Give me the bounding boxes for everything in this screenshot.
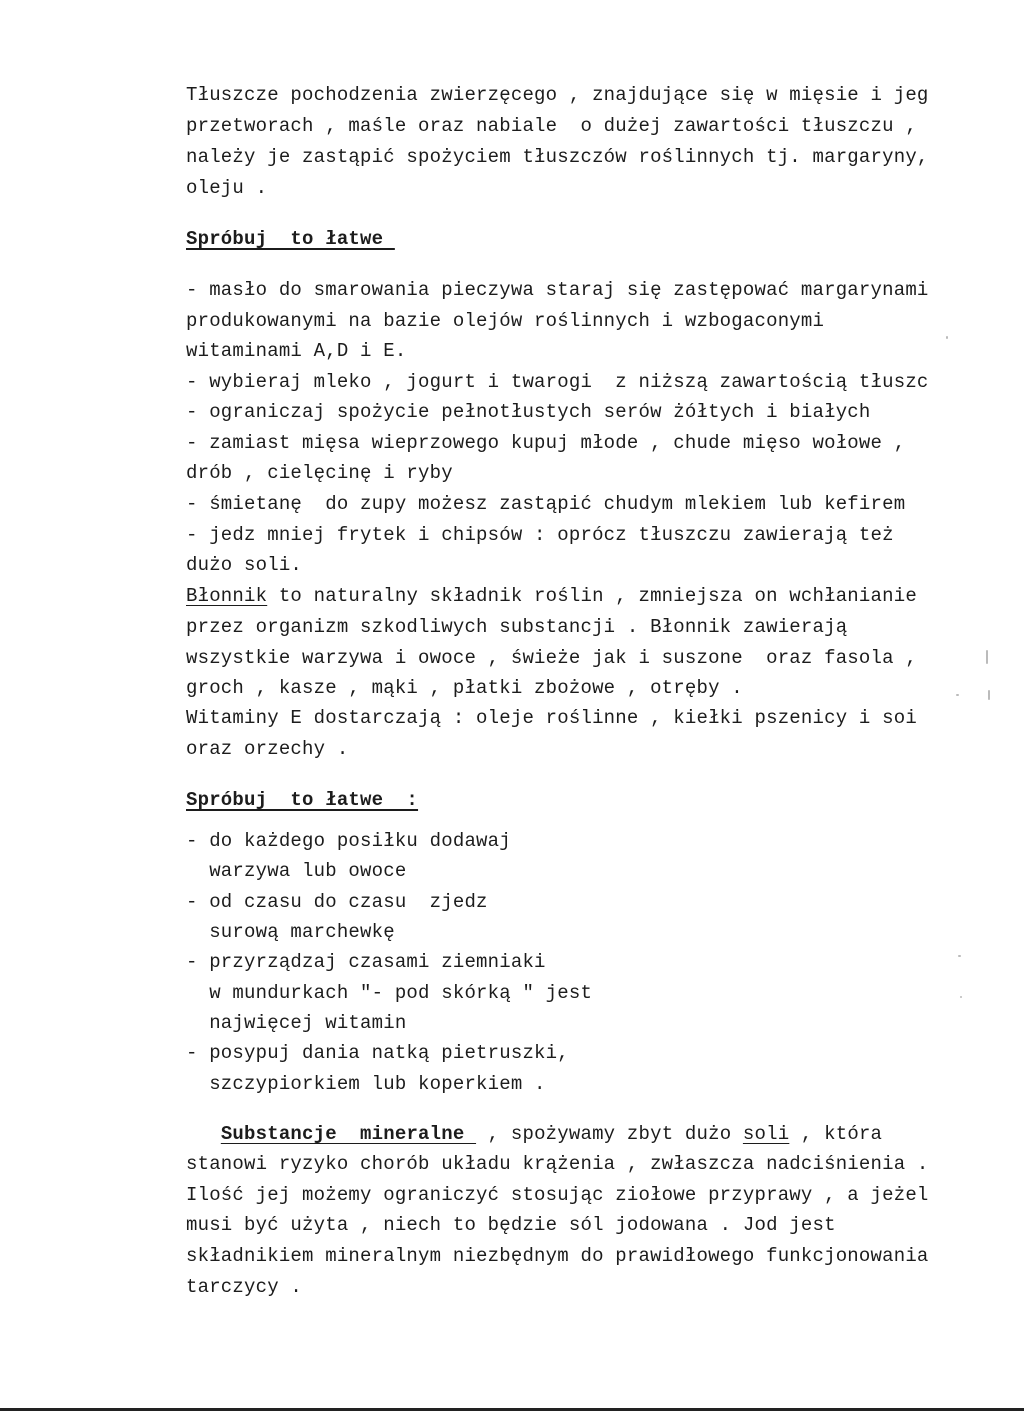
minerals-mid: , spożywamy zbyt dużo bbox=[476, 1123, 743, 1145]
list-item: - zamiast mięsa wieprzowego kupuj młode , chude mięso wołowe , bbox=[186, 432, 906, 454]
paragraph-line: Witaminy E dostarczają : oleje roślinne , kiełki pszenicy i soi bbox=[186, 707, 917, 729]
minerals-term: Substancje mineralne bbox=[220, 1123, 477, 1145]
list-item: drób , cielęcinę i ryby bbox=[186, 462, 453, 484]
paragraph-line: tarczycy . bbox=[186, 1276, 303, 1298]
list-item: w mundurkach "- pod skórką " jest bbox=[186, 982, 593, 1004]
fiber-line-rest: to naturalny składnik roślin , zmniejsza on wchłanianie bbox=[267, 585, 917, 607]
paragraph-line: musi być użyta , niech to będzie sól jodowana . Jod jest bbox=[186, 1214, 836, 1236]
list-item: - wybieraj mleko , jogurt i twarogi z niższą zawartością tłuszc bbox=[186, 371, 929, 393]
list-item: surową marchewkę bbox=[186, 921, 395, 943]
section-heading-try-it-2: Spróbuj to łatwe : bbox=[186, 789, 419, 811]
paragraph-line: składnikiem mineralnym niezbędnym do prawidłowego funkcjonowania bbox=[186, 1245, 929, 1267]
list-item: witaminami A,D i E. bbox=[186, 340, 407, 362]
scan-speck bbox=[956, 694, 959, 696]
fiber-paragraph-first-line bbox=[186, 584, 917, 608]
paragraph-line: oleju . bbox=[186, 177, 268, 199]
section-heading-try-it: Spróbuj to łatwe bbox=[186, 228, 395, 250]
minerals-paragraph-first-line bbox=[186, 1122, 882, 1146]
salt-term: soli bbox=[742, 1123, 790, 1145]
paragraph-line: oraz orzechy . bbox=[186, 738, 349, 760]
scan-speck bbox=[958, 955, 961, 957]
scan-speck bbox=[960, 996, 962, 998]
paragraph-line: przetworach , maśle oraz nabiale o dużej zawartości tłuszczu , bbox=[186, 115, 917, 137]
paragraph-line: groch , kasze , mąki , płatki zbożowe , otręby . bbox=[186, 677, 743, 699]
list-item: - do każdego posiłku dodawaj bbox=[186, 830, 511, 852]
paragraph-line: należy je zastąpić spożyciem tłuszczów roślinnych tj. margaryny, bbox=[186, 146, 929, 168]
paragraph-line: Tłuszcze pochodzenia zwierzęcego , znajdujące się w mięsie i jeg bbox=[186, 84, 929, 106]
paragraph-line: Ilość jej możemy ograniczyć stosując ziołowe przyprawy , a jeżel bbox=[186, 1184, 929, 1206]
fiber-term: Błonnik bbox=[186, 585, 268, 607]
list-item: - od czasu do czasu zjedz bbox=[186, 891, 488, 913]
paragraph-line: wszystkie warzywa i owoce , świeże jak i suszone oraz fasola , bbox=[186, 647, 917, 669]
scan-speck bbox=[988, 690, 990, 700]
list-item: warzywa lub owoce bbox=[186, 860, 407, 882]
list-item: - śmietanę do zupy możesz zastąpić chudym mlekiem lub kefirem bbox=[186, 493, 906, 515]
list-item: - masło do smarowania pieczywa staraj się zastępować margarynami bbox=[186, 279, 929, 301]
list-item: dużo soli. bbox=[186, 554, 303, 576]
paragraph-line: przez organizm szkodliwych substancji . Błonnik zawierają bbox=[186, 616, 848, 638]
list-item: szczypiorkiem lub koperkiem . bbox=[186, 1073, 546, 1095]
list-item: - ograniczaj spożycie pełnotłustych serów żółtych i białych bbox=[186, 401, 871, 423]
list-item: - przyrządzaj czasami ziemniaki bbox=[186, 951, 546, 973]
paragraph-line: stanowi ryzyko chorób układu krążenia , zwłaszcza nadciśnienia . bbox=[186, 1153, 929, 1175]
list-item: - posypuj dania natką pietruszki, bbox=[186, 1042, 569, 1064]
list-item: - jedz mniej frytek i chipsów : oprócz tłuszczu zawierają też bbox=[186, 524, 894, 546]
scan-speck bbox=[946, 336, 948, 339]
scan-speck bbox=[986, 650, 988, 664]
scan-bottom-edge bbox=[0, 1408, 1024, 1411]
list-item: produkowanymi na bazie olejów roślinnych i wzbogaconymi bbox=[186, 310, 825, 332]
list-item: najwięcej witamin bbox=[186, 1012, 407, 1034]
minerals-end: , która bbox=[789, 1123, 883, 1145]
